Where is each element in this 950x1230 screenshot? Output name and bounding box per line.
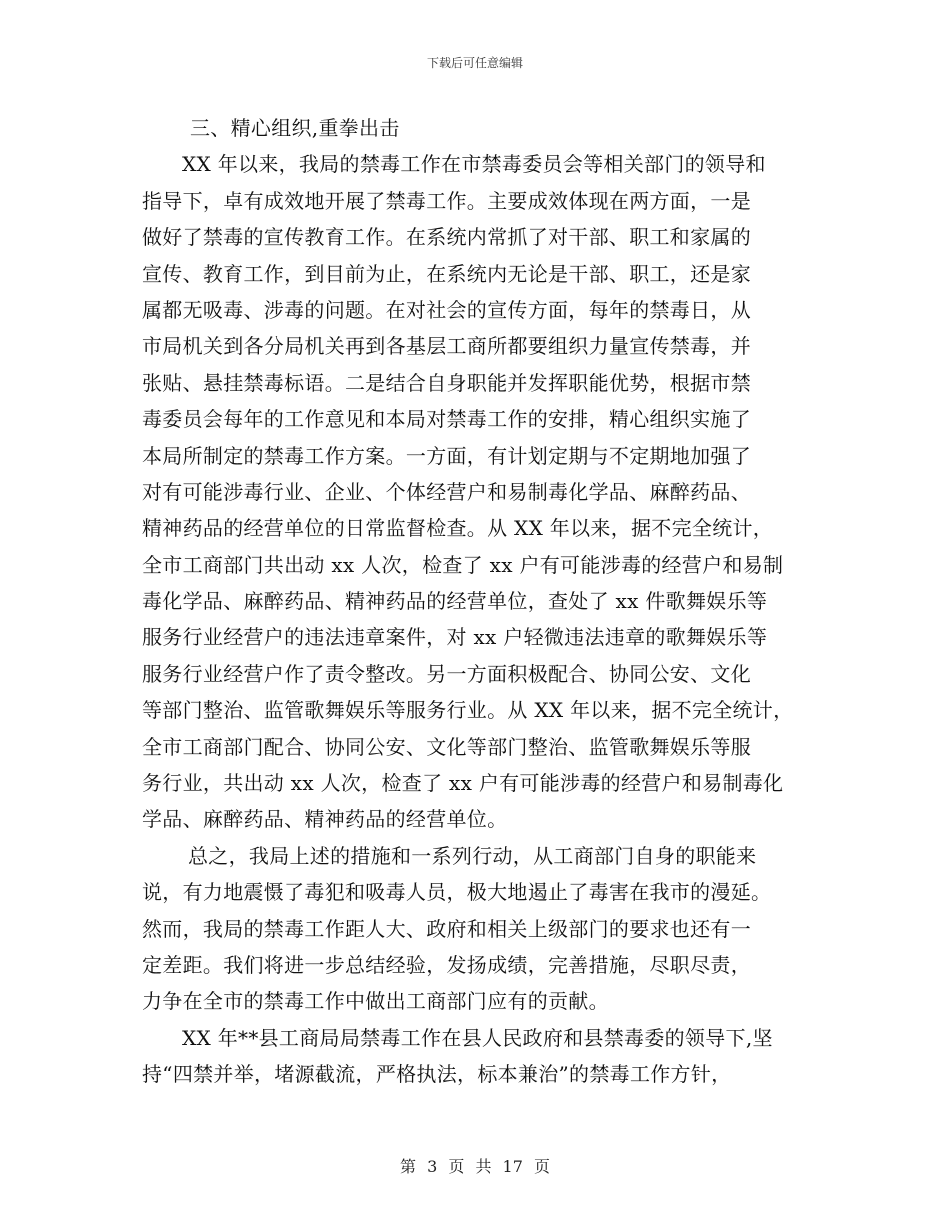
text-line: 等部门整治、监管歌舞娱乐等服务行业。从 XX 年以来，据不完全统计， <box>142 698 794 723</box>
text-line: 学品、麻醉药品、精神药品的经营单位。 <box>142 807 508 832</box>
text-line: 服务行业经营户作了责令整改。另一方面积极配合、协同公安、文化 <box>142 661 751 686</box>
text-line: 指导下，卓有成效地开展了禁毒工作。主要成效体现在两方面，一是 <box>142 188 751 213</box>
text-line: 本局所制定的禁毒工作方案。一方面，有计划定期与不定期地加强了 <box>142 443 751 468</box>
text-line: 服务行业经营户的违法违章案件，对 xx 户轻微违法违章的歌舞娱乐等 <box>142 625 768 650</box>
page-footer: 第 3 页 共 17 页 <box>400 1157 550 1176</box>
text-line: 三、精心组织,重拳出击 <box>190 116 400 140</box>
text-line: 精神药品的经营单位的日常监督检查。从 XX 年以来，据不完全统计， <box>142 516 774 541</box>
text-line: 市局机关到各分局机关再到各基层工商所都要组织力量宣传禁毒，并 <box>142 334 751 359</box>
page-header: 下载后可任意编辑 <box>426 56 523 70</box>
text-line: XX 年**县工商局局禁毒工作在县人民政府和县禁毒委的领导下,坚 <box>182 1025 773 1050</box>
text-line: 做好了禁毒的宣传教育工作。在系统内常抓了对干部、职工和家属的 <box>142 225 751 250</box>
text-line: 毒化学品、麻醉药品、精神药品的经营单位，查处了 xx 件歌舞娱乐等 <box>142 589 768 614</box>
document-body <box>142 110 812 1093</box>
text-line: 持“四禁并举，堵源截流，严格执法，标本兼治”的禁毒工作方针， <box>142 1062 732 1087</box>
text-line: 力争在全市的禁毒工作中做出工商部门应有的贡献。 <box>142 989 609 1014</box>
text-line: 毒委员会每年的工作意见和本局对禁毒工作的安排，精心组织实施了 <box>142 407 751 432</box>
text-line: 属都无吸毒、涉毒的问题。在对社会的宣传方面，每年的禁毒日，从 <box>142 297 751 322</box>
text-line: 全市工商部门共出动 xx 人次，检查了 xx 户有可能涉毒的经营户和易制 <box>142 552 784 577</box>
text-line: 定差距。我们将进一步总结经验，发扬成绩，完善措施，尽职尽责， <box>142 952 751 977</box>
text-line: 宣传、教育工作，到目前为止，在系统内无论是干部、职工，还是家 <box>142 261 751 286</box>
text-line: 全市工商部门配合、协同公安、文化等部门整治、监管歌舞娱乐等服 <box>142 734 751 759</box>
text-line: 说，有力地震慑了毒犯和吸毒人员，极大地遏止了毒害在我市的漫延。 <box>142 880 772 905</box>
text-line: 张贴、悬挂禁毒标语。二是结合自身职能并发挥职能优势，根据市禁 <box>142 370 751 395</box>
text-line: 总之，我局上述的措施和一系列行动，从工商部门自身的职能来 <box>188 843 757 868</box>
text-line: 务行业，共出动 xx 人次，检查了 xx 户有可能涉毒的经营户和易制毒化 <box>142 771 784 796</box>
text-line: XX 年以来，我局的禁毒工作在市禁毒委员会等相关部门的领导和 <box>182 152 766 177</box>
text-line: 对有可能涉毒行业、企业、个体经营户和易制毒化学品、麻醉药品、 <box>142 479 751 504</box>
text-line: 然而，我局的禁毒工作距人大、政府和相关上级部门的要求也还有一 <box>142 916 751 941</box>
